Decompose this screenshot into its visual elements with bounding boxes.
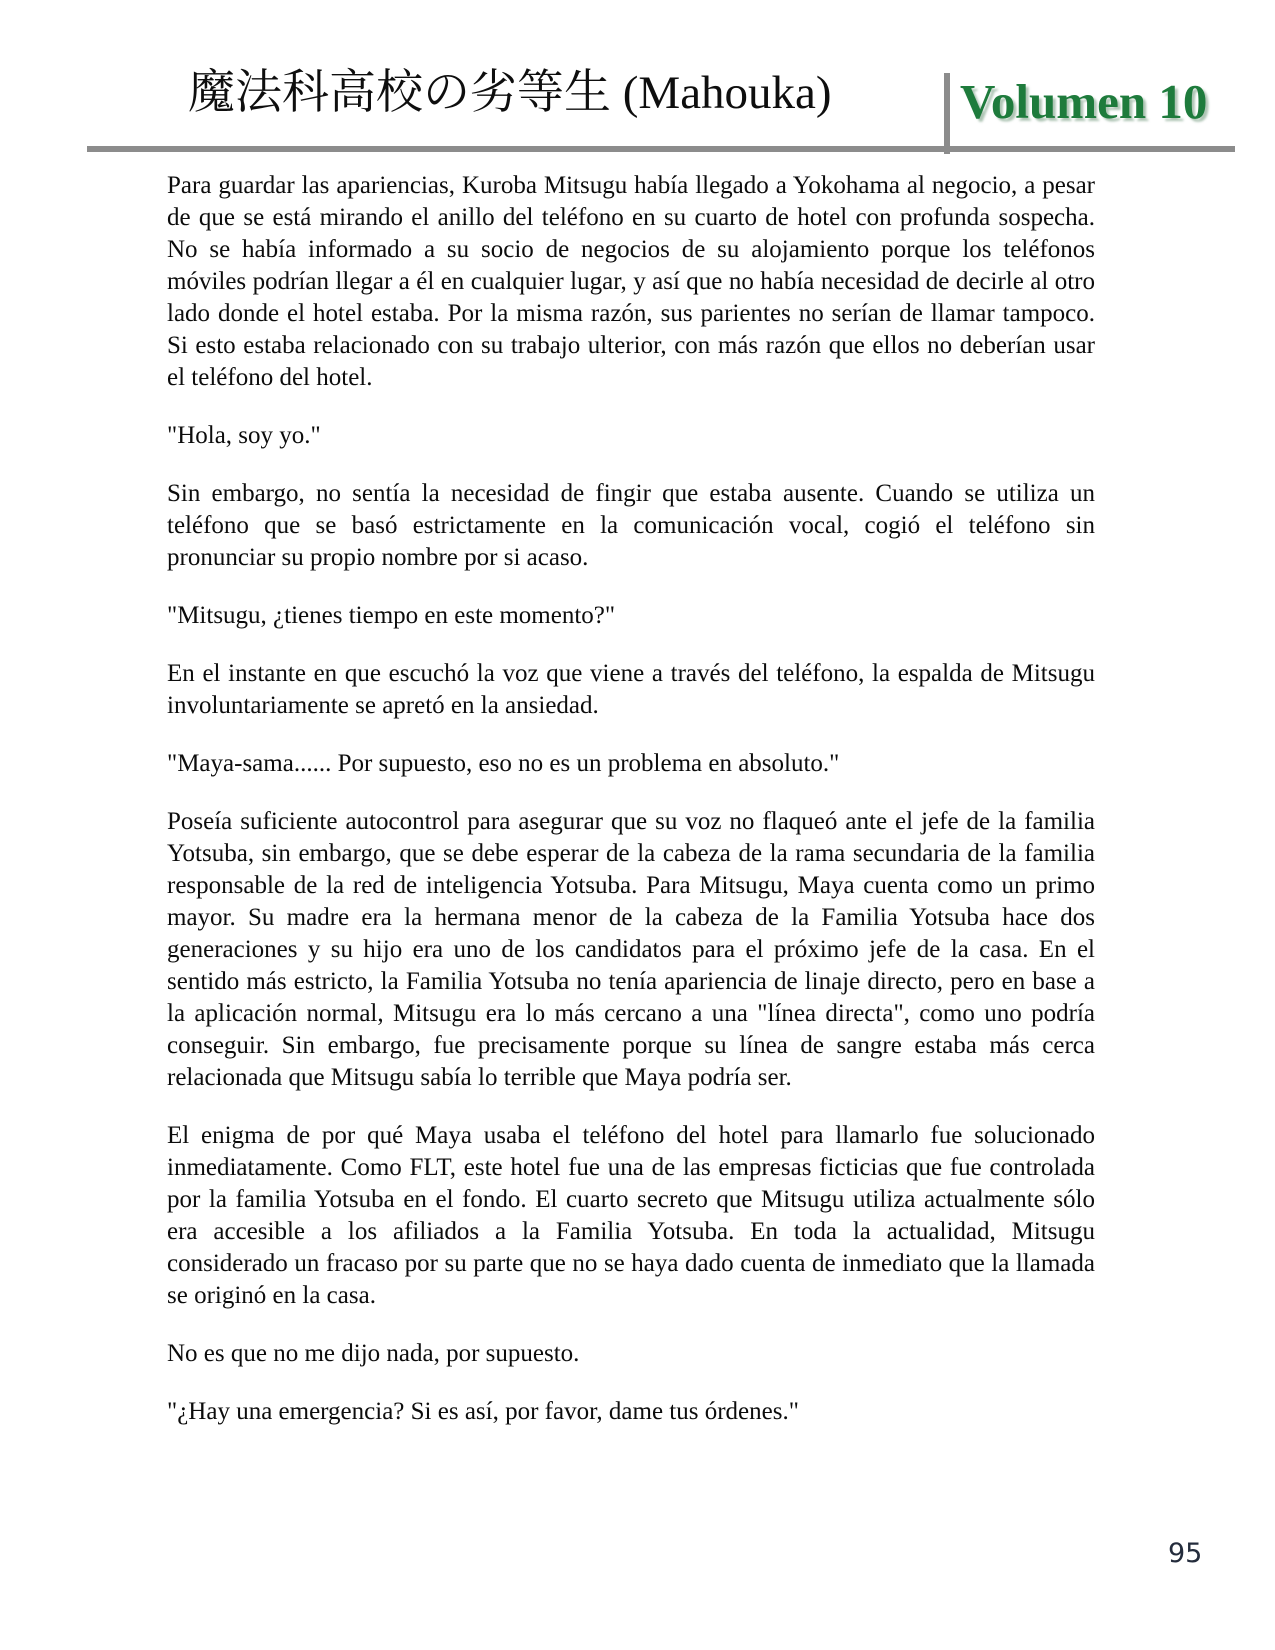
header-horizontal-rule [87,146,1235,152]
body-paragraph: No es que no me dijo nada, por supuesto. [167,1340,580,1367]
header-vertical-divider [944,73,950,154]
body-paragraph: Para guardar las apariencias, Kuroba Mitsugu había llegado a Yokohama al negocio, a pesar de que se está mirando el anillo del teléfono en su cuarto de hotel con profunda sospecha. No se había informado a su socio de negocios de su alojamiento porque los teléfonos móviles podrían llegar a él en cualquier lugar, y así que no había necesidad de decirle al otro lado donde el hotel estaba. Por la misma razón, sus parientes no serían de llamar tampoco. Si esto estaba relacionado con su trabajo ulterior, con más razón que ellos no deberían usar el teléfono del hotel. [167,172,1095,391]
body-text [167,170,1095,1454]
volume-label: Volumen 10 [960,74,1208,129]
page-number: 95 [1168,1538,1203,1569]
body-paragraph: "¿Hay una emergencia? Si es así, por favor, dame tus órdenes." [167,1398,799,1425]
body-paragraph: Sin embargo, no sentía la necesidad de fingir que estaba ausente. Cuando se utiliza un teléfono que se basó estrictamente en la comunicación vocal, cogió el teléfono sin pronunciar su propio nombre por si acaso. [167,480,1095,571]
body-paragraph: En el instante en que escuchó la voz que viene a través del teléfono, la espalda de Mitsugu involuntariamente se apretó en la ansiedad. [167,660,1095,719]
body-paragraph: "Hola, soy yo." [167,422,321,449]
document-title: 魔法科高校の劣等生 (Mahouka) [188,67,832,119]
body-paragraph: El enigma de por qué Maya usaba el teléfono del hotel para llamarlo fue solucionado inmediatamente. Como FLT, este hotel fue una de las empresas ficticias que fue controlada por la familia Yotsuba en el fondo. El cuarto secreto que Mitsugu utiliza actualmente sólo era accesible a los afiliados a la Familia Yotsuba. En toda la actualidad, Mitsugu considerado un fracaso por su parte que no se haya dado cuenta de inmediato que la llamada se originó en la casa. [167,1122,1095,1309]
body-paragraph: "Maya-sama...... Por supuesto, eso no es un problema en absoluto." [167,750,840,777]
body-paragraph: Poseía suficiente autocontrol para asegurar que su voz no flaqueó ante el jefe de la familia Yotsuba, sin embargo, que se debe esperar de la cabeza de la rama secundaria de la familia responsable de la red de inteligencia Yotsuba. Para Mitsugu, Maya cuenta como un primo mayor. Su madre era la hermana menor de la cabeza de la Familia Yotsuba hace dos generaciones y su hijo era uno de los candidatos para el próximo jefe de la casa. En el sentido más estricto, la Familia Yotsuba no tenía apariencia de linaje directo, pero en base a la aplicación normal, Mitsugu era lo más cercano a una "línea directa", como uno podría conseguir. Sin embargo, fue precisamente porque su línea de sangre estaba más cerca relacionada que Mitsugu sabía lo terrible que Maya podría ser. [167,808,1095,1091]
body-paragraph: "Mitsugu, ¿tienes tiempo en este momento?" [167,602,616,629]
